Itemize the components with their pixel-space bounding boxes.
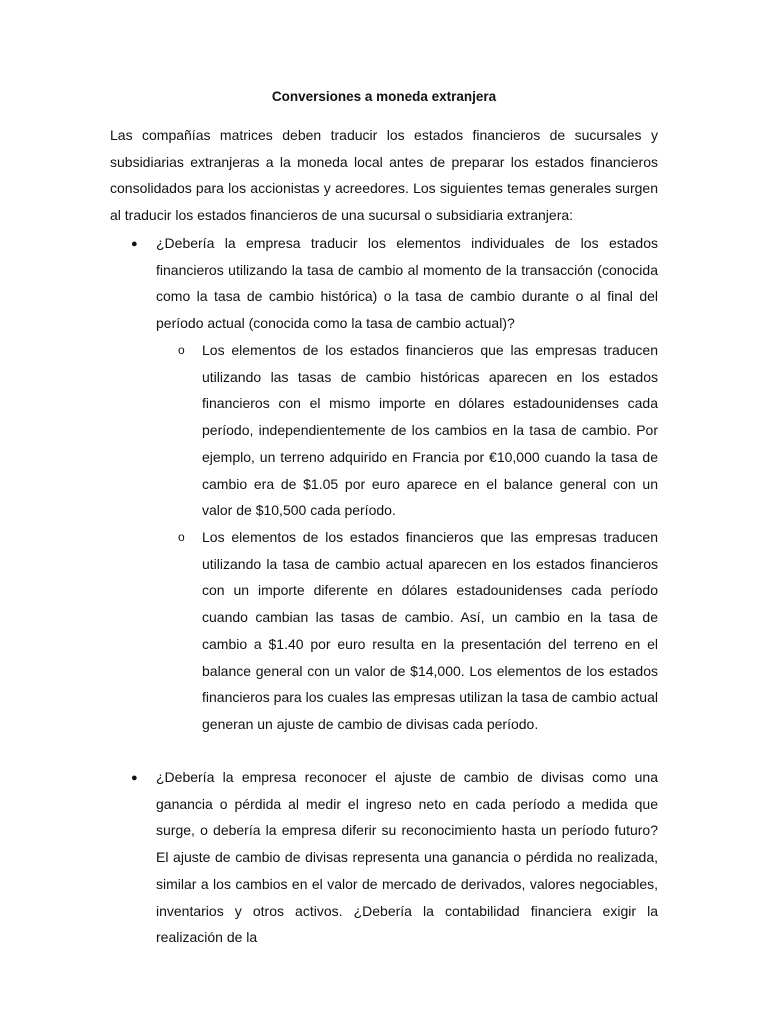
sub-bullet-marker-1-1: o xyxy=(178,343,185,357)
bullet-marker-1: ● xyxy=(131,238,138,250)
sub-item-1-1: Los elementos de los estados financieros que las empresas traducen utilizando las tasas de cambio históricas aparecen en los estados financieros con el mismo importe en dólares estadounidenses cada período, independientemente de los cambios en la tasa de cambio. Por ejemplo, un terreno adquirido en Francia por €10,000 cuando la tasa de cambio era de $1.05 por euro aparece en el balance general con un valor de $10,500 cada período. xyxy=(202,342,658,519)
document-title: Conversiones a moneda extranjera xyxy=(271,89,497,104)
sub-item-1-2: Los elementos de los estados financieros que las empresas traducen utilizando la tasa de cambio actual aparecen en los estados financieros con un importe diferente en dólares estadounidenses cada período cuando cambian las tasas de cambio. Así, un cambio en la tasa de cambio a $1.40 por euro resulta en la presentación del terreno en el balance general con un valor de $14,000. Los elementos de los estados financieros para los cuales las empresas utilizan la tasa de cambio actual generan un ajuste de cambio de divisas cada período. xyxy=(202,529,658,732)
bullet-item-1: ¿Debería la empresa traducir los elementos individuales de los estados financieros utilizando la tasa de cambio al momento de la transacción (conocida como la tasa de cambio histórica) o la tasa de cambio durante o al final del período actual (conocida como la tasa de cambio actual)? xyxy=(156,235,658,332)
bullet-item-2: ¿Debería la empresa reconocer el ajuste de cambio de divisas como una ganancia o pérdida al medir el ingreso neto en cada período a medida que surge, o debería la empresa diferir su reconocimiento hasta un período futuro? El ajuste de cambio de divisas representa una ganancia o pérdida no realizada, similar a los cambios en el valor de mercado de derivados, valores negociables, inventarios y otros activos. ¿Debería la contabilidad financiera exigir la realización de la xyxy=(156,769,658,946)
bullet-marker-2: ● xyxy=(131,772,138,784)
sub-bullet-marker-1-2: o xyxy=(178,530,185,544)
intro-paragraph: Las compañías matrices deben traducir los estados financieros de sucursales y subsidiarias extranjeras a la moneda local antes de preparar los estados financieros consolidados para los accionistas y acreedores. Los siguientes temas generales surgen al traducir los estados financieros de una sucursal o subsidiaria extranjera: xyxy=(110,127,658,224)
